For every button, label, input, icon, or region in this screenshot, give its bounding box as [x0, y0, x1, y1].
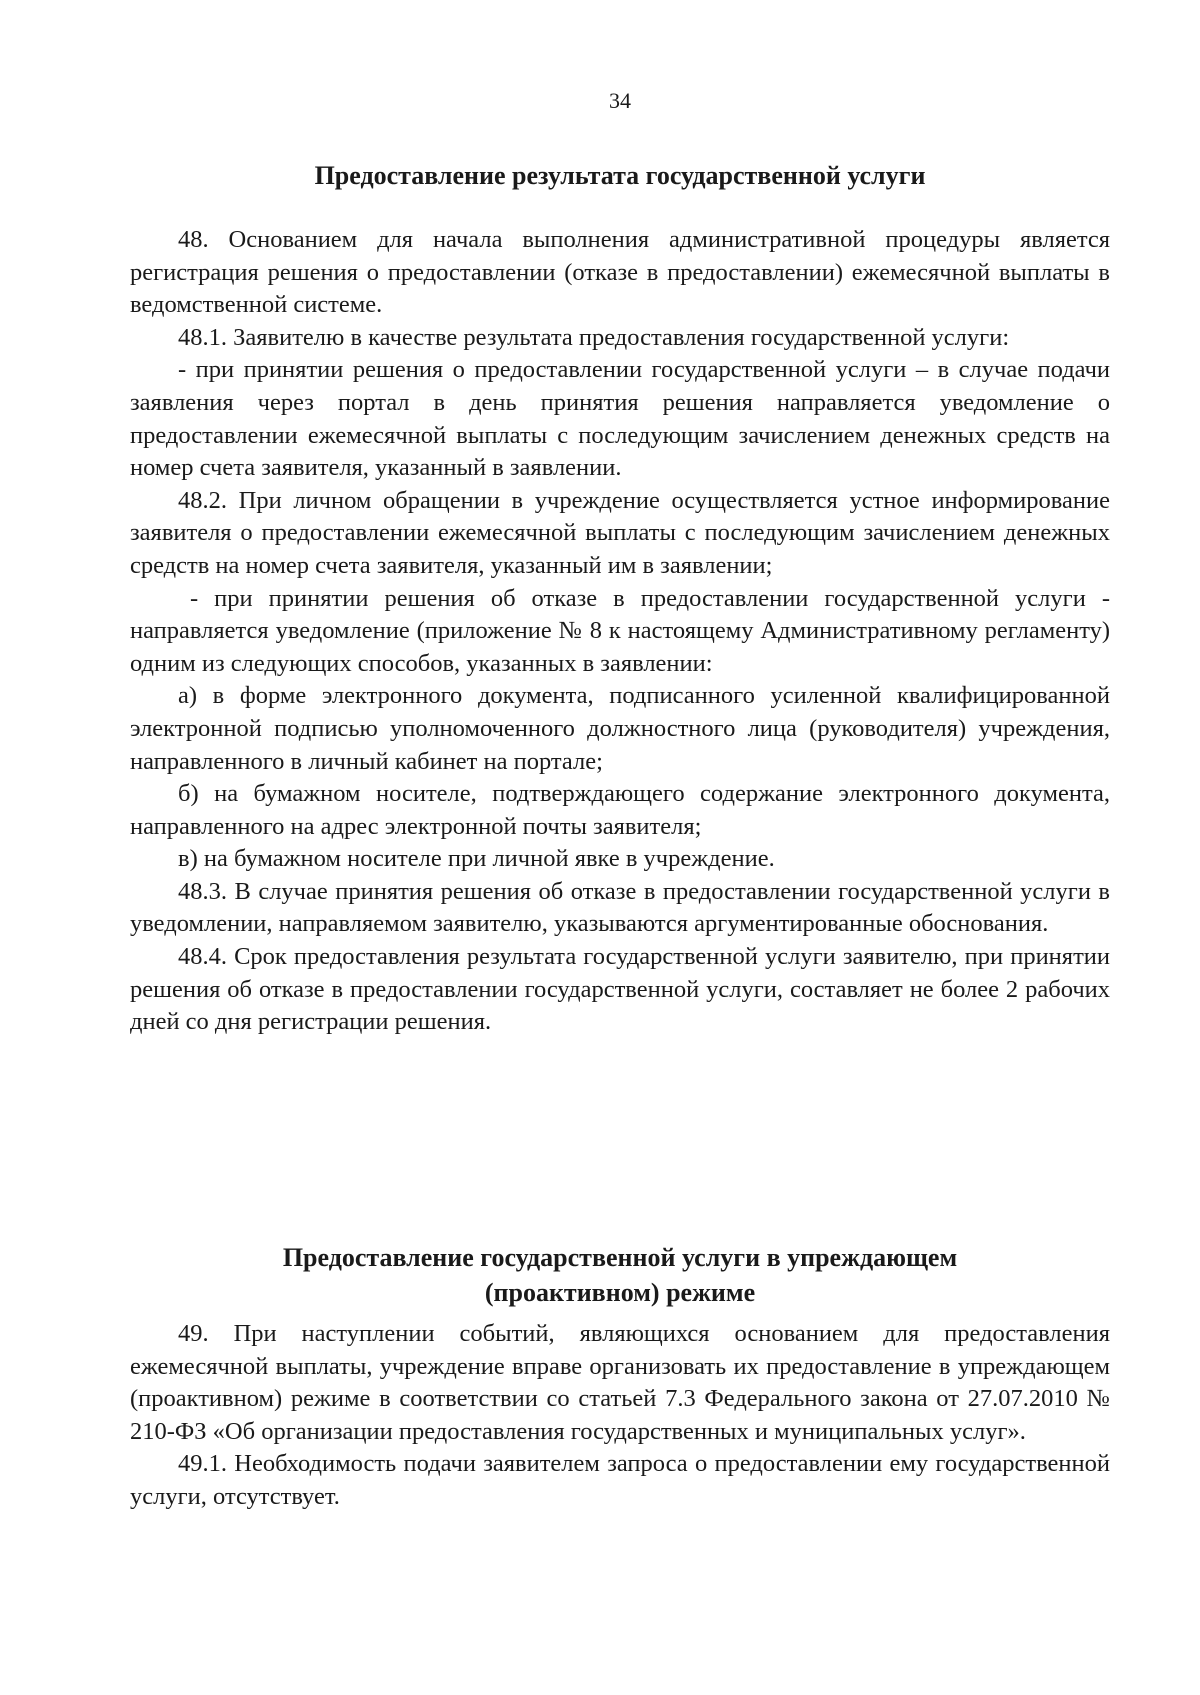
paragraph-49: 49. При наступлении событий, являющихся основанием для предоставления ежемесячной выплаты, учреждение вправе организовать их предоставление в упреждающем (проактивном) режиме в соответствии со статьей 7.3 Федерального закона от 27.07.2010 № 210-ФЗ «Об организации предоставления государственных и муниципальных услуг». — [130, 1320, 1110, 1445]
section-body-result — [130, 224, 1110, 1039]
paragraph-method-c: в) на бумажном носителе при личной явке в учреждение. — [178, 845, 775, 873]
section-body-proactive — [130, 1318, 1110, 1514]
section-title-proactive-line1: Предоставление государственной услуги в упреждающем — [282, 1243, 958, 1272]
section-title-proactive — [130, 1240, 1110, 1310]
section-title-proactive-line2: (проактивном) режиме — [484, 1278, 756, 1307]
paragraph-48-1-grant: - при принятии решения о предоставлении государственной услуги – в случае подачи заявления через портал в день принятия решения направляется уведомление о предоставлении ежемесячной выплаты с последующим зачислением денежных средств на номер счета заявителя, указанный в заявлении. — [130, 356, 1110, 482]
paragraph-48-1: 48.1. Заявителю в качестве результата предоставления государственной услуги: — [178, 323, 1010, 351]
paragraph-48-4: 48.4. Срок предоставления результата государственной услуги заявителю, при принятии решения об отказе в предоставлении государственной услуги, составляет не более 2 рабочих дней со дня регистрации решения. — [130, 943, 1110, 1036]
paragraph-48-2: 48.2. При личном обращении в учреждение осуществляется устное информирование заявителя о предоставлении ежемесячной выплаты с последующим зачислением денежных средств на номер счета заявителя, указанный им в заявлении; — [130, 486, 1110, 579]
paragraph-49-1: 49.1. Необходимость подачи заявителем запроса о предоставлении ему государственной услуги, отсутствует. — [130, 1450, 1110, 1510]
paragraph-48: 48. Основанием для начала выполнения административной процедуры является регистрация решения о предоставлении (отказе в предоставлении) ежемесячной выплаты в ведомственной системе. — [130, 226, 1110, 319]
paragraph-48-3: 48.3. В случае принятия решения об отказе в предоставлении государственной услуги в уведомлении, направляемом заявителю, указываются аргументированные обоснования. — [130, 877, 1110, 938]
section-title-result: Предоставление результата государственной услуги — [314, 161, 926, 190]
page-number: 34 — [609, 88, 631, 113]
paragraph-method-b: б) на бумажном носителе, подтверждающего содержание электронного документа, направленного на адрес электронной почты заявителя; — [130, 780, 1110, 840]
paragraph-48-2-refusal: - при принятии решения об отказе в предоставлении государственной услуги - направляется уведомление (приложение № 8 к настоящему Административному регламенту) одним из следующих способов, указанных в заявлении: — [130, 584, 1110, 677]
document-page — [130, 0, 1110, 1695]
paragraph-method-a: а) в форме электронного документа, подписанного усиленной квалифицированной электронной подписью уполномоченного должностного лица (руководителя) учреждения, направленного в личный кабинет на портале; — [130, 682, 1110, 775]
